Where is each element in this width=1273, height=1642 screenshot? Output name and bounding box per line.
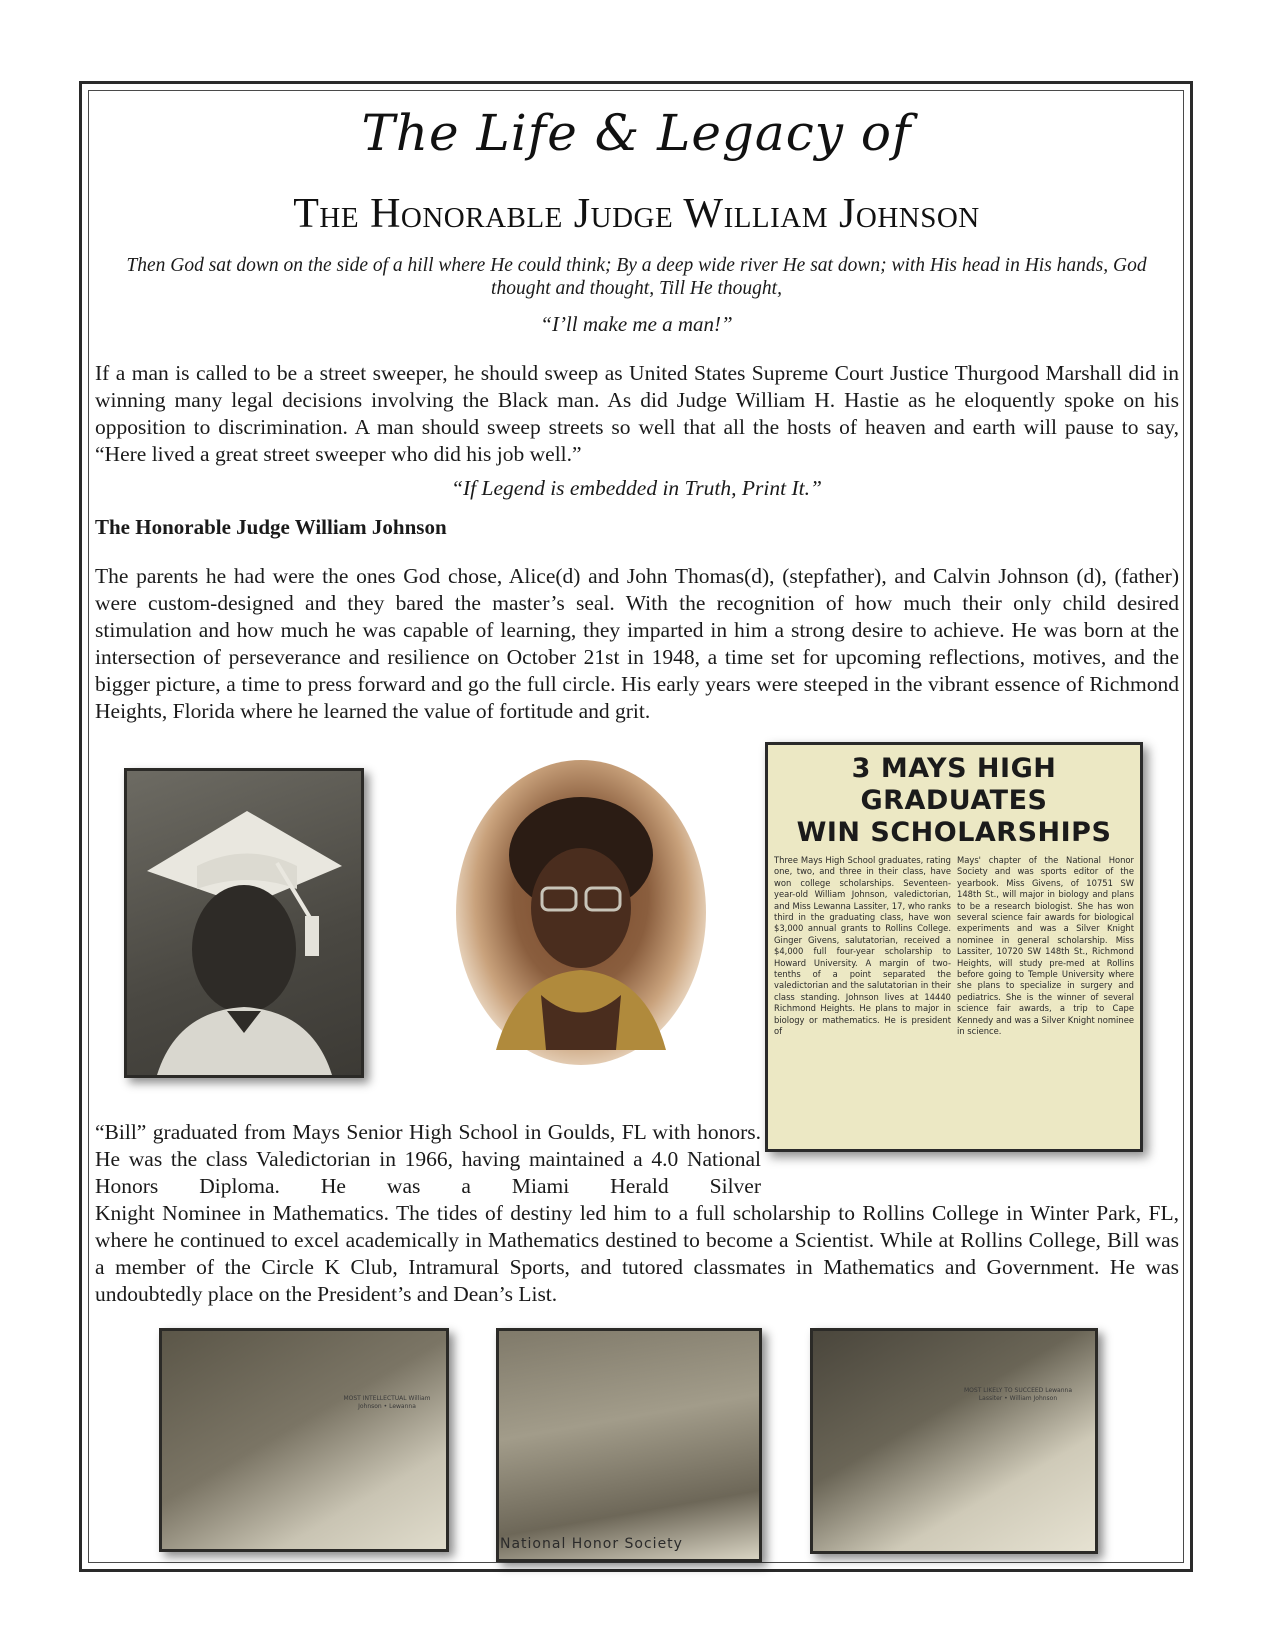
graduation-figure (127, 771, 361, 1075)
most-likely-to-succeed-photo (810, 1328, 1098, 1554)
portrait-figure (456, 760, 706, 1065)
clipping-columns (768, 849, 1140, 1152)
clipping-column-left: Three Mays High School graduates, rating one, two, and three in their class, have won college scholarships. Seventeen-year-old William Johnson, valedictorian, and Miss Lewanna Lassiter, 17, who ranks third in the graduating class, have won $3,000 annual grants to Rollins College. Ginger Givens, salutatorian, received a $4,000 full four-year scholarship to Howard University. A margin of two-tenths of a point separated the valedictorian and the salutatorian in their class standing. Johnson lives at 14440 Richmond Heights. He plans to major in biology or mathematics. He is president of (774, 855, 951, 1037)
graduation-paragraph: “Bill” graduated from Mays Senior High School in Goulds, FL with honors. He was the class Valedictorian in 1966, having maintained a 4.0 National Honors Diploma. He was a Miami Herald Silver (95, 1120, 761, 1198)
script-title: The Life & Legacy of (361, 104, 912, 162)
clipping-column-right: Mays' chapter of the National Honor Society and was sports editor of the yearbook. Miss Givens, of 10751 SW 148th St., will major in biology and plans to be a research biologist. She has won several science fair awards for biological experiments and was a Silver Knight nominee in general scholarship. Miss Lassiter, 10720 SW 148th St., Richmond Heights, will study pre-med at Rollins before going to Temple University where she plans to specialize in surgery and pediatrics. She is the winner of several science fair awards, a trip to Cape Kennedy and was a Silver Knight nominee in science. (957, 855, 1134, 1037)
clipping-headline (768, 753, 1140, 849)
photo-caption-1: MOST INTELLECTUAL William Johnson • Lewanna (343, 1395, 431, 1410)
intro-paragraph: If a man is called to be a street sweeper, he should sweep as United States Supreme Court Justice Thurgood Marshall did in winning many legal decisions involving the Black man. As did Judge William H. Hastie as he eloquently spoke on his opposition to discrimination. A man should sweep streets so well that all the hosts of heaven and earth will pause to say, “Here lived a great street sweeper who did his job well.” (95, 361, 1179, 466)
most-intellectual-photo (159, 1328, 449, 1552)
clipping-headline-line1: 3 MAYS HIGH GRADUATES (851, 753, 1057, 816)
honor-society-label: National Honor Society (500, 1536, 683, 1552)
legend-quote: “If Legend is embedded in Truth, Print It.” (451, 476, 822, 500)
section-heading: The Honorable Judge William Johnson (95, 515, 447, 539)
opening-quote-line2: “I’ll make me a man!” (540, 312, 733, 336)
biography-paragraph: The parents he had were the ones God chose, Alice(d) and John Thomas(d), (stepfather), and Calvin Johnson (d), (father) were custom-designed and they bared the master’s seal. With the recognition of how much their only child desired stimulation and how much he was capable of learning, they imparted in him a strong desire to achieve. He was born at the intersection of perseverance and resilience on October 21st in 1948, a time set for upcoming reflections, motives, and the bigger picture, a time to press forward and go the full circle. His early years were steeped in the vibrant essence of Richmond Heights, Florida where he learned the value of fortitude and grit. (95, 564, 1179, 723)
honor-society-photo (496, 1328, 762, 1562)
page-title: The Honorable Judge William Johnson (293, 191, 980, 237)
opening-quote: Then God sat down on the side of a hill where He could think; By a deep wide river He sat down; with His head in His hands, God thought and thought, Till He thought, (126, 255, 1147, 299)
college-paragraph: Knight Nominee in Mathematics. The tides of destiny led him to a full scholarship to Rollins College in Winter Park, FL, where he continued to excel academically in Mathematics destined to become a Scientist. While at Rollins College, Bill was a member of the Circle K Club, Intramural Sports, and tutored classmates in Mathematics and Government. He was undoubtedly place on the President’s and Dean’s List. (95, 1201, 1179, 1306)
newspaper-clipping (765, 742, 1143, 1152)
photo-caption-3: MOST LIKELY TO SUCCEED Lewanna Lassiter • William Johnson (963, 1387, 1072, 1402)
clipping-headline-line2: WIN SCHOLARSHIPS (796, 817, 1112, 848)
portrait-photo (456, 760, 706, 1065)
graduation-photo (124, 768, 364, 1078)
